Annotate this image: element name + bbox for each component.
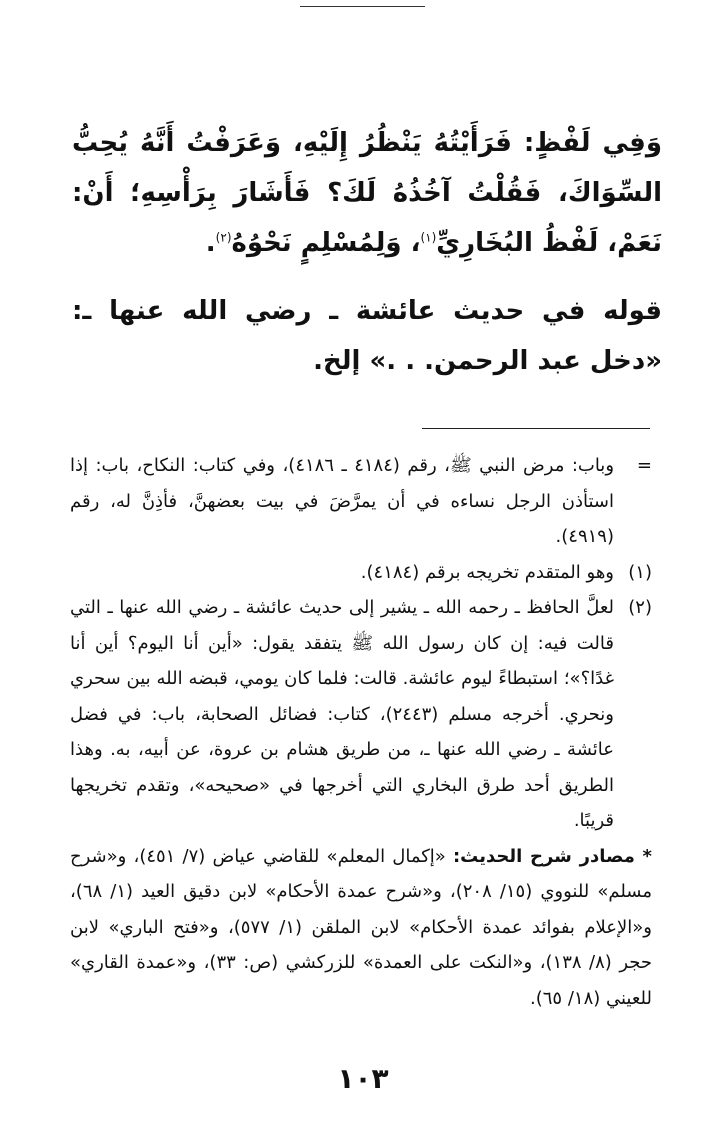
main-text xyxy=(72,118,662,386)
sources-text: «إكمال المعلم» للقاضي عياض (٧/ ٤٥١)، و«شرح مسلم» للنووي (١٥/ ٢٠٨)، و«شرح عمدة الأحكام» لابن دقيق العيد (١/ ٦٨)، و«الإعلام بفوائد عمدة الأحكام» لابن الملقن (١/ ٥٧٧)، و«فتح الباري» لابن حجر (٨/ ١٣٨)، و«النكت على العمدة» للزركشي (ص: ٣٣)، و«عمدة القاري» للعيني (١٨/ ٦٥). xyxy=(70,845,652,1009)
hadith-quote: وَفِي لَفْظٍ: فَرَأَيْتُهُ يَنْظُرُ إِلَيْهِ، وَعَرَفْتُ أَنَّهُ يُحِبُّ السِّوَاكَ، فَقُلْتُ آخُذُهُ لَكَ؟ فَأَشَارَ بِرَأْسِهِ؛ أَنْ: نَعَمْ، لَفْظُ البُخَارِيِّ$^{(١)}$، وَلِمُسْلِمٍ نَحْوُهُ$^{(٢)}$. xyxy=(72,128,662,258)
footnote-2-marker: (٢) xyxy=(628,597,652,618)
commentary-heading: قوله في حديث عائشة ـ رضي الله عنها ـ: «دخل عبد الرحمن. . .» إلخ. xyxy=(72,296,662,376)
quote-line-2: فَقُلْتُ آخُذُهُ لَكَ؟ فَأَشَارَ بِرَأْسِهِ؛ أَنْ: نَعَمْ، لَفْظُ البُخَارِيِّ xyxy=(72,178,662,258)
quote-line-3: وَلِمُسْلِمٍ نَحْوُهُ xyxy=(231,228,402,258)
footnote-2-text: لعلَّ الحافظ ـ رحمه الله ـ يشير إلى حديث عائشة ـ رضي الله عنها ـ التي قالت فيه: إن كان رسول الله ﷺ يتفقد يقول: «أين أنا اليوم؟ أين أنا غدًا؟»؛ استبطاءً ليوم عائشة. قالت: فلما كان يومي، قبضه الله بين سحري ونحري. أخرجه مسلم (٢٤٤٣)، كتاب: فضائل الصحابة، باب: في فضل عائشة ـ رضي الله عنها ـ، من طريق هشام بن عروة، عن أبيه، به. وهذا الطريق أحد طرق البخاري التي أخرجها في «صحيحه»، وتقدم تخريجها قريبًا. xyxy=(70,597,614,831)
footnote-2 xyxy=(70,590,652,839)
footnote-1-text: وهو المتقدم تخريجه برقم (٤١٨٤). xyxy=(360,561,614,583)
footnote-1 xyxy=(70,555,652,591)
quote-line-1: وَفِي لَفْظٍ: فَرَأَيْتُهُ يَنْظُرُ إِلَيْهِ، وَعَرَفْتُ أَنَّهُ يُحِبُّ السِّوَاكَ، xyxy=(72,128,662,208)
sources-lead: * مصادر شرح الحديث: xyxy=(452,845,652,867)
footnotes xyxy=(70,448,652,1016)
footnote-ref-1[interactable]: (١) xyxy=(420,230,437,245)
footnote-continuation xyxy=(70,448,652,555)
footnote-1-marker: (١) xyxy=(628,561,652,583)
quote-end-punct: . xyxy=(205,228,216,258)
continuation-text: وباب: مرض النبي ﷺ، رقم (٤١٨٤ ـ ٤١٨٦)، وفي كتاب: النكاح، باب: إذا استأذن الرجل نساءه في أن يمرَّضَ في بيت بعضهنَّ، فأذِنَّ له، رقم (٤٩١٩). xyxy=(70,455,615,547)
continuation-marker: = xyxy=(636,455,652,476)
footnote-divider xyxy=(422,428,650,429)
hadith-sources xyxy=(70,839,652,1017)
footnote-ref-2[interactable]: (٢) xyxy=(215,230,232,245)
page-number: ١٠٣ xyxy=(337,1062,389,1095)
header-rule xyxy=(300,6,425,7)
